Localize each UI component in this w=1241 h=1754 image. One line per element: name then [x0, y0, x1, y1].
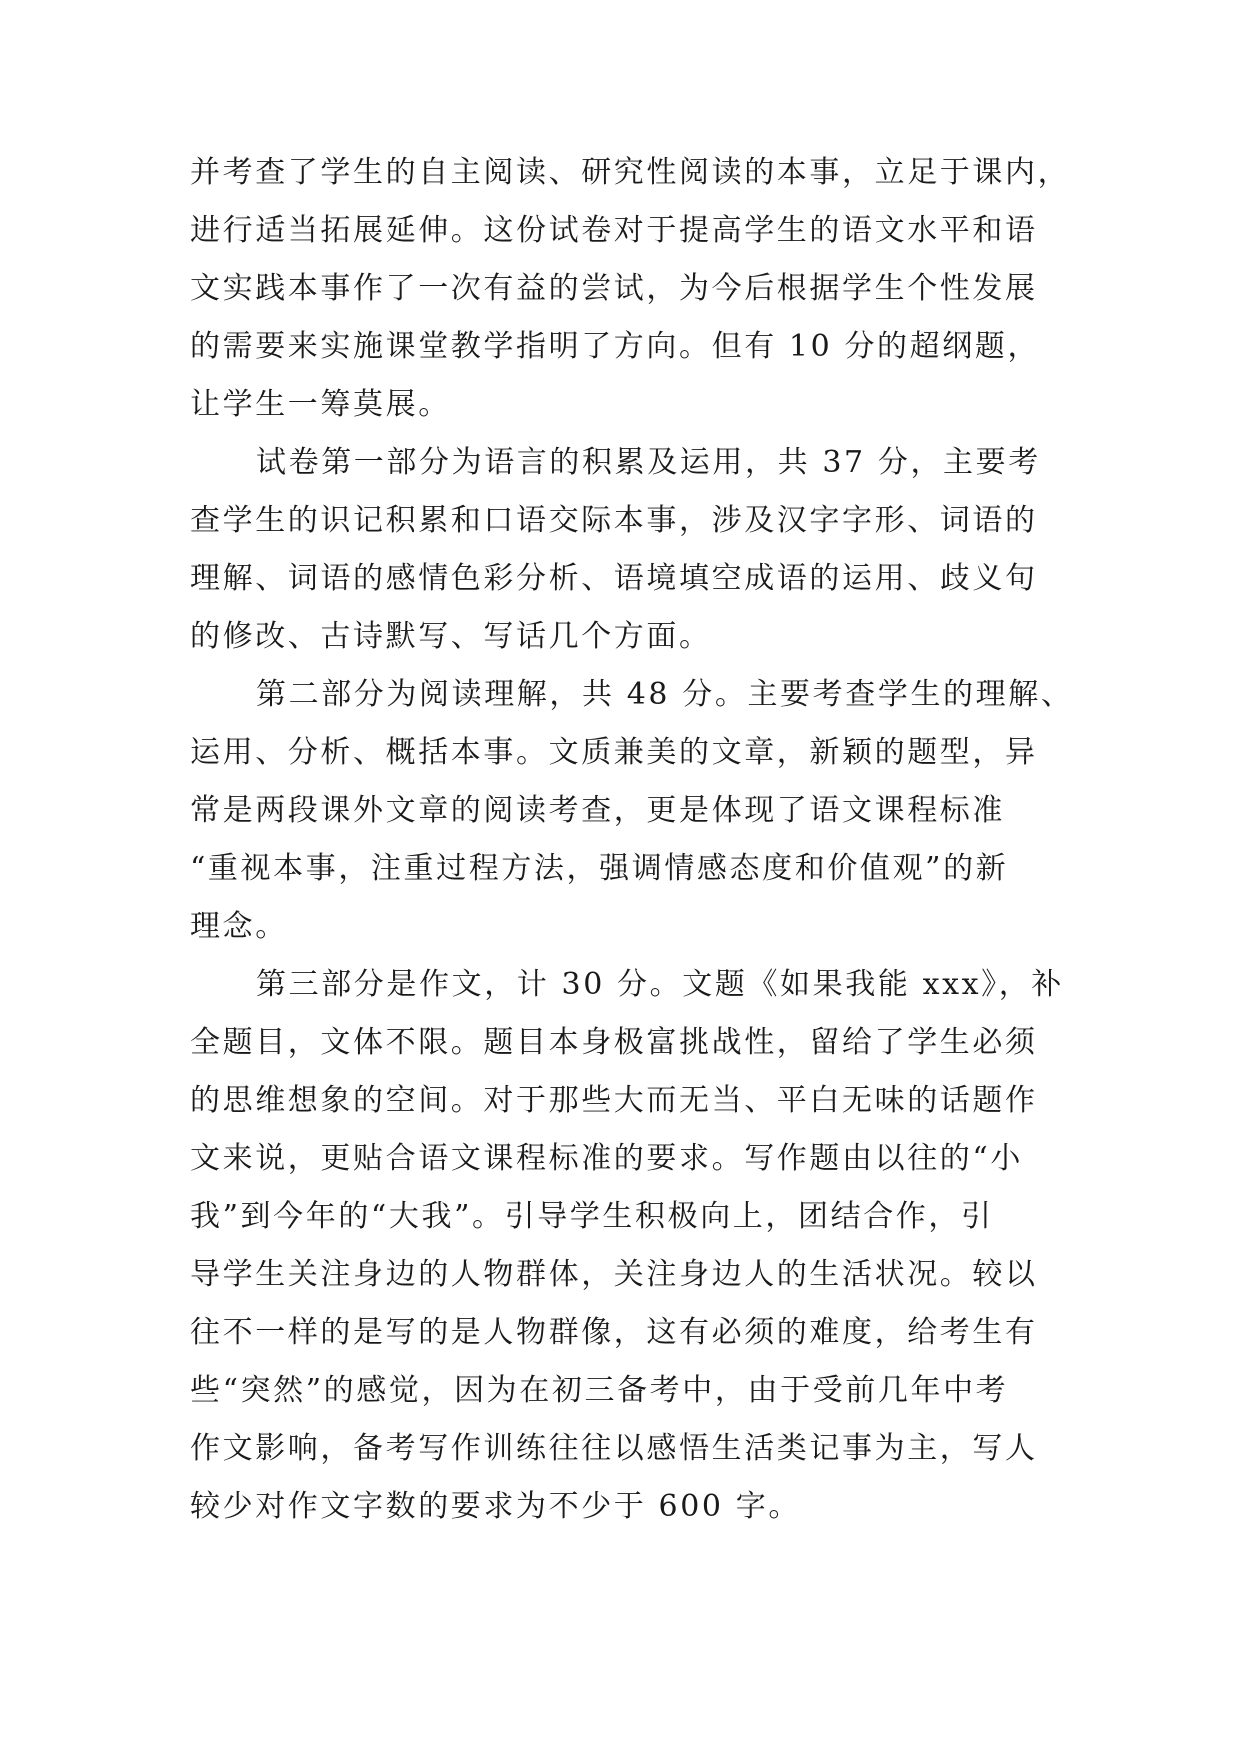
text-line: 的需要来实施课堂教学指明了方向。但有 10 分的超纲题，	[190, 329, 1041, 364]
text-line: 文实践本事作了一次有益的尝试，为今后根据学生个性发展	[190, 271, 1038, 306]
text-line: 的思维想象的空间。对于那些大而无当、平白无味的话题作	[190, 1083, 1038, 1118]
text-line: 文来说，更贴合语文课程标准的要求。写作题由以往的“小	[190, 1141, 1023, 1176]
text-line: 进行适当拓展延伸。这份试卷对于提高学生的语文水平和语	[190, 213, 1038, 248]
text-line: 并考查了学生的自主阅读、研究性阅读的本事，立足于课内，	[190, 155, 1071, 190]
text-line: “重视本事，注重过程方法，强调情感态度和价值观”的新	[190, 851, 1009, 886]
paragraph-first-line: 第二部分为阅读理解，共 48 分。主要考查学生的理解、	[256, 677, 1074, 712]
text-line: 些“突然”的感觉，因为在初三备考中，由于受前几年中考	[190, 1373, 1009, 1408]
text-line: 理解、词语的感情色彩分析、语境填空成语的运用、歧义句	[190, 561, 1038, 596]
text-line: 较少对作文字数的要求为不少于 600 字。	[190, 1489, 801, 1524]
text-line: 理念。	[190, 909, 288, 944]
text-line: 让学生一筹莫展。	[190, 387, 451, 422]
text-line: 我”到今年的“大我”。引导学生积极向上，团结合作，引	[190, 1199, 994, 1234]
text-line: 运用、分析、概括本事。文质兼美的文章，新颖的题型，异	[190, 735, 1038, 770]
text-line: 往不一样的是写的是人物群像，这有必须的难度，给考生有	[190, 1315, 1038, 1350]
text-line: 常是两段课外文章的阅读考查，更是体现了语文课程标准	[190, 793, 1005, 828]
text-line: 全题目，文体不限。题目本身极富挑战性，留给了学生必须	[190, 1025, 1038, 1060]
paragraph-first-line: 试卷第一部分为语言的积累及运用，共 37 分，主要考	[256, 445, 1041, 480]
text-line: 的修改、古诗默写、写话几个方面。	[190, 619, 712, 654]
text-line: 导学生关注身边的人物群体，关注身边人的生活状况。较以	[190, 1257, 1038, 1292]
paragraph-first-line: 第三部分是作文，计 30 分。文题《如果我能 xxx》，补	[256, 967, 1064, 1002]
text-line: 查学生的识记积累和口语交际本事，涉及汉字字形、词语的	[190, 503, 1038, 538]
text-line: 作文影响，备考写作训练往往以感悟生活类记事为主，写人	[190, 1431, 1038, 1466]
